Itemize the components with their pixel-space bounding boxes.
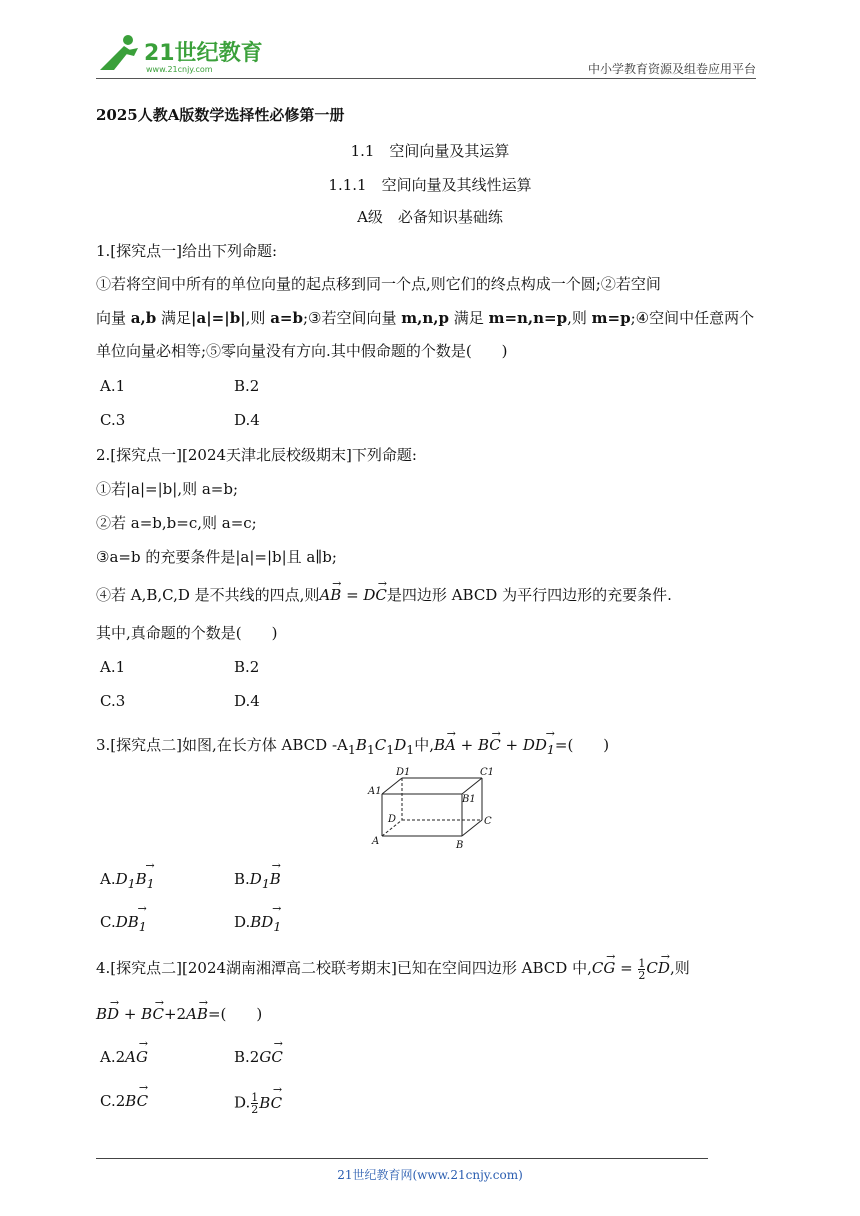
footer-link[interactable]: 21世纪教育网(www.21cnjy.com) (337, 1168, 523, 1182)
q2-option-d[interactable]: D.4 (234, 692, 260, 710)
section-title: 1.1 空间向量及其运算 (350, 142, 510, 160)
label-c: C (484, 816, 492, 827)
book-title: 2025人教A版数学选择性必修第一册 (96, 106, 345, 124)
q2-option-c[interactable]: C.3 (100, 692, 126, 710)
q4-stem-line2: → BD + → BC+2→ AB=( ) (96, 1003, 262, 1025)
q1-line3: 单位向量必相等;⑤零向量没有方向.其中假命题的个数是( ) (96, 342, 508, 360)
site-logo (94, 30, 264, 76)
q4-option-b[interactable]: B.2→ GC (234, 1048, 283, 1066)
q3-stem: 3.[探究点二]如图,在长方体 ABCD $-A_1B_1C_1D_1$中,→ BA + → BC + → $DD_1=$( ) (96, 734, 609, 761)
q2-line2: ②若 a=b,b=c,则 a=c; (96, 514, 257, 532)
q1-line1: ①若将空间中所有的单位向量的起点移到同一个点,则它们的终点构成一个圆;②若空间 (96, 275, 661, 293)
q2-line3: ③a=b 的充要条件是|a|=|b|且 a∥b; (96, 548, 337, 566)
logo-url: www.21cnjy.com (146, 65, 213, 74)
q4-option-c[interactable]: C.2→ BC (100, 1092, 148, 1110)
header-platform-text: 中小学教育资源及组卷应用平台 (587, 62, 756, 76)
label-b1: B1 (462, 794, 476, 805)
label-a: A (372, 836, 380, 847)
label-b: B (456, 840, 464, 850)
q3-option-a[interactable]: $A.\to D_1B_1$ (100, 870, 155, 891)
q3-option-c[interactable]: $C.\to DB_1$ (100, 913, 147, 934)
q1-option-b[interactable]: B.2 (234, 377, 260, 395)
q1-line2: 向量 a,b 满足|a|=|b|,则 a=b;③若空间向量 m,n,p 满足 m=n,n=p,则 m=p;④空间中任意两个 (96, 309, 755, 327)
q1-option-a[interactable]: A.1 (100, 377, 126, 395)
q2-option-b[interactable]: B.2 (234, 658, 260, 676)
label-a1: A1 (368, 786, 382, 797)
q1-option-c[interactable]: C.3 (100, 411, 126, 429)
q4-stem-line1: 4.[探究点二][2024湖南湘潭高二校联考期末]已知在空间四边形 ABCD 中,→ CG = $\frac{1}{2}$ → CD,则 (96, 957, 690, 981)
q3-option-b[interactable]: $B.\to D_1B$ (234, 870, 281, 891)
cuboid-figure (366, 764, 496, 850)
q2-line1: ①若|a|=|b|,则 a=b; (96, 480, 239, 498)
label-d: D (388, 814, 397, 825)
q2-line4: ④若 A,B,C,D 是不共线的四点,则→ AB = → DC是四边形 ABCD 为平行四边形的充要条件. (96, 584, 672, 606)
q1-stem: 1.[探究点一]给出下列命题: (96, 242, 278, 260)
q2-option-a[interactable]: A.1 (100, 658, 126, 676)
q3-option-d[interactable]: $D.\to BD_1$ (234, 913, 281, 934)
label-d1: D1 (396, 767, 411, 778)
logo-text: 21世纪教育 (144, 41, 263, 66)
header-divider (96, 78, 756, 79)
level-title: A级 必备知识基础练 (357, 208, 503, 226)
footer-divider (96, 1158, 708, 1159)
q4-option-a[interactable]: A.2→ AG (100, 1048, 148, 1066)
q1-option-d[interactable]: D.4 (234, 411, 260, 429)
label-c1: C1 (480, 767, 495, 778)
q2-stem: 2.[探究点一][2024天津北辰校级期末]下列命题: (96, 446, 417, 464)
q4-option-d[interactable]: D. $\frac{1}{2}$ → BC (234, 1092, 282, 1115)
q2-line5: 其中,真命题的个数是( ) (96, 624, 278, 642)
subsection-title: 1.1.1 空间向量及其线性运算 (328, 176, 532, 194)
